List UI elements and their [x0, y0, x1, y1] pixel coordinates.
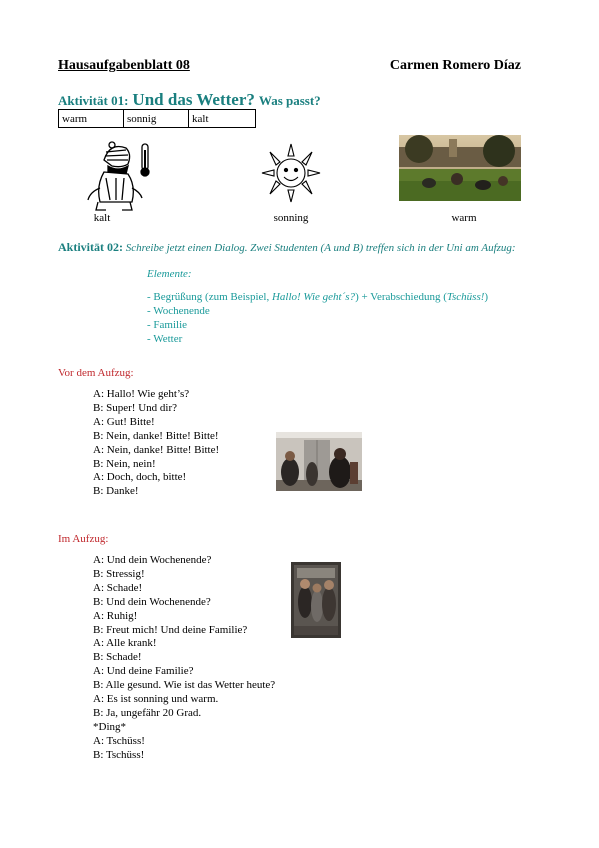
section1-heading: Vor dem Aufzug:	[58, 367, 134, 379]
caption-1: kalt	[93, 212, 111, 224]
dialog-line: A: Es ist sonning und warm.	[93, 693, 219, 706]
sun-picture	[260, 140, 322, 206]
dialog-line: B: Nein, danke! Bitte! Bitte!	[93, 429, 219, 442]
dialog-line: *Ding*	[93, 720, 126, 733]
dialog-line: B: Freut mich! Und deine Familie?	[93, 623, 248, 636]
activity2-instruction	[58, 240, 538, 255]
activity1-subtitle: Was passt?	[258, 93, 321, 108]
dialog-before-elevator	[93, 388, 219, 499]
section2-heading: Im Aufzug:	[58, 533, 109, 545]
dialog-line: B: Danke!	[93, 485, 139, 498]
dialog-line: A: Ruhig!	[93, 609, 138, 622]
dialog-in-elevator	[93, 554, 275, 763]
activity1-title: Und das Wetter?	[132, 90, 255, 109]
dialog-line: A: Und dein Wochenende?	[93, 554, 212, 566]
element-item: - Wochenende	[147, 305, 210, 317]
dialog-line: B: Tschüss!	[93, 748, 145, 761]
dialog-line: A: Tschüss!	[93, 734, 145, 747]
inside-elevator-photo	[291, 562, 341, 638]
elements-title: Elemente:	[147, 268, 192, 280]
dialog-line: B: Schade!	[93, 651, 142, 664]
dialog-line: A: Gut! Bitte!	[93, 415, 155, 428]
activity2-text: Schreibe jetzt einen Dialog. Zwei Studenten (A und B) treffen sich in der Uni am Aufzug:	[125, 242, 516, 254]
cold-person-picture	[82, 138, 160, 212]
dialog-line: B: Alle gesund. Wie ist das Wetter heute?	[93, 679, 276, 692]
caption-2: sonning	[273, 212, 309, 224]
dialog-line: B: Super! Und dir?	[93, 401, 178, 414]
author-name: Carmen Romero Díaz	[389, 58, 521, 73]
activity1-label: Aktivität 01:	[58, 93, 129, 108]
dialog-line: B: Stressig!	[93, 567, 145, 580]
word-cell: kalt	[189, 110, 256, 128]
activity1-heading	[58, 90, 321, 110]
dialog-line: A: Hallo! Wie geht’s?	[93, 388, 190, 400]
worksheet-title: Hausaufgabenblatt 08	[58, 58, 190, 73]
park-photo	[399, 135, 521, 201]
element-item: - Begrüßung (zum Beispiel, Hallo! Wie geht´s?) + Verabschiedung (Tschüss!)	[147, 291, 489, 303]
dialog-line: A: Alle krank!	[93, 637, 157, 650]
dialog-line: A: Doch, doch, bitte!	[93, 471, 187, 484]
element-item: - Familie	[147, 319, 188, 331]
elevator-front-photo	[276, 432, 362, 491]
activity2-label: Aktivität 02:	[58, 240, 123, 254]
dialog-line: B: Ja, ungefähr 20 Grad.	[93, 706, 202, 719]
dialog-line: A: Schade!	[93, 581, 143, 594]
dialog-line: A: Und deine Familie?	[93, 665, 194, 678]
word-cell: warm	[59, 110, 124, 128]
element-item: - Wetter	[147, 333, 183, 345]
word-cell: sonnig	[124, 110, 189, 128]
dialog-line: B: Und dein Wochenende?	[93, 595, 211, 608]
caption-3: warm	[451, 212, 477, 224]
elements-list	[147, 290, 488, 346]
dialog-line: B: Nein, nein!	[93, 457, 156, 470]
word-table	[58, 109, 256, 128]
dialog-line: A: Nein, danke! Bitte! Bitte!	[93, 443, 220, 456]
